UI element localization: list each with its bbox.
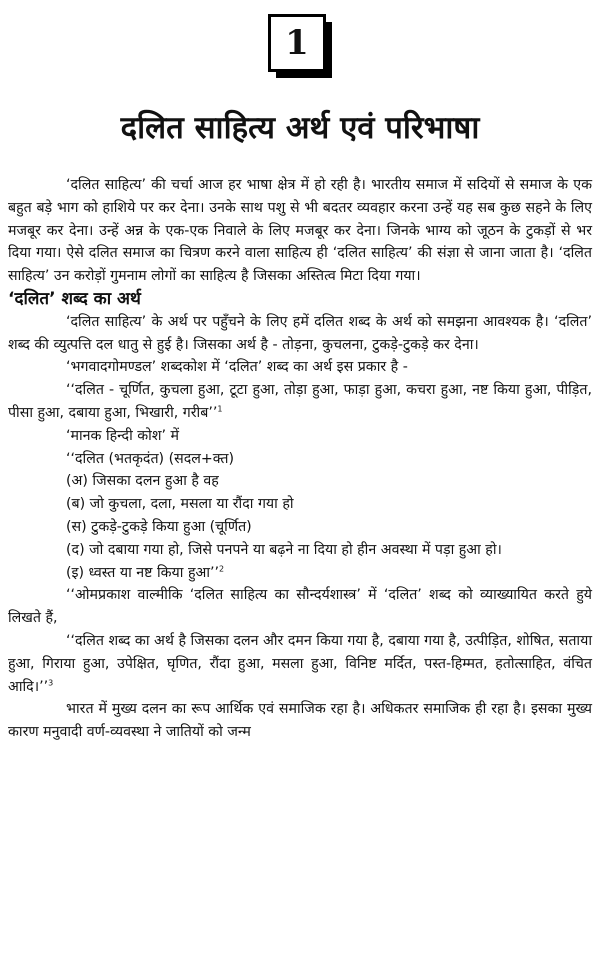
definition-line [8,516,592,539]
body-paragraph [8,356,592,379]
paragraph-text: ‘दलित साहित्य’ की चर्चा आज हर भाषा क्षेत्र में हो रही है। भारतीय समाज में सदियों से समाज के एक बहुत बड़े भाग को हाशिये पर कर देना। उनके साथ पशु से भी बदतर व्यवहार करना उन्हें यह सब कुछ सहने के लिए मजबूर कर देना। उन्हें अन्न के एक-एक निवाले के लिए मजबूर कर देना। जिनके भाग्य को जूठन के टुकड़ों से भर दिया गया। ऐसे दलित समाज का चित्रण करने वाला साहित्य ही ‘दलित साहित्य’ की संज्ञा से जाना जाता है। ‘दलित साहित्य’ उन करोड़ों गुमनाम लोगों का साहित्य है जिसका अस्तित्व मिटा दिया गया। [8,177,592,285]
paragraph-text: (द) जो दबाया गया हो, जिसे पनपने या बढ़ने ना दिया हो हीन अवस्था में पड़ा हुआ हो। [66,541,502,558]
body-paragraph [8,584,592,630]
body-paragraph [8,539,592,562]
paragraph-text: ‘‘दलित - चूर्णित, कुचला हुआ, टूटा हुआ, तोड़ा हुआ, फाड़ा हुआ, कचरा हुआ, नष्ट किया हुआ, पीड़ित, पीसा हुआ, दबाया हुआ, भिखारी, गरीब’’ [8,382,592,421]
definition-line [8,470,592,493]
paragraph-text: ‘‘दलित शब्द का अर्थ है जिसका दलन और दमन किया गया है, दबाया गया है, उत्पीड़ित, शोषित, सताया हुआ, गिराया हुआ, उपेक्षित, घृणित, रौंदा हुआ, मसला हुआ, विनिष्ट मर्दित, पस्त-हिम्मत, हतोत्साहित, वंचित आदि।’’ [8,632,592,695]
chapter-title: दलित साहित्य अर्थ एवं परिभाषा [120,110,480,146]
body-paragraph [8,698,592,744]
paragraph-text: (स) टुकड़े-टुकड़े किया हुआ (चूर्णित) [66,518,252,535]
chapter-number: 1 [268,14,326,72]
body-paragraph [8,174,592,288]
body-paragraph [8,379,592,425]
definition-line [8,493,592,516]
paragraph-text: भारत में मुख्य दलन का रूप आर्थिक एवं समाजिक रहा है। अधिकतर समाजिक ही रहा है। इसका मुख्य कारण मनुवादी वर्ण-व्यवस्था ने जातियों को जन्म [8,701,592,741]
paragraph-text: ‘मानक हिन्दी कोश’ में [66,427,179,444]
section-heading [8,288,592,311]
body-text [8,174,592,744]
footnote-marker: 2 [219,563,225,573]
definition-line [8,448,592,471]
paragraph-text: ‘‘दलित (भतकृदंत) (सदल+क्त) [66,450,234,467]
paragraph-text: (ब) जो कुचला, दला, मसला या रौंदा गया हो [66,496,294,513]
paragraph-text: ‘दलित’ शब्द का अर्थ [8,288,141,309]
chapter-number-box [268,14,334,80]
definition-line [8,562,592,585]
footnote-marker: 3 [48,677,54,687]
paragraph-text: (इ) ध्वस्त या नष्ट किया हुआ’’ [66,564,220,581]
body-paragraph [8,311,592,357]
paragraph-text: ‘दलित साहित्य’ के अर्थ पर पहुँचने के लिए हमें दलित शब्द के अर्थ को समझना आवश्यक है। ‘दलित’ शब्द की व्युत्पत्ति दल धातु से हुई है। जिसका अर्थ है - तोड़ना, कुचलना, टुकड़े-टुकड़े कर देना। [8,313,592,353]
body-paragraph [8,630,592,698]
paragraph-text: ‘‘ओमप्रकाश वाल्मीकि ‘दलित साहित्य का सौन्दर्यशास्त्र’ में ‘दलित’ शब्द को व्याख्यायित करते हुये लिखते हैं, [8,587,592,627]
paragraph-text: ‘भगवादगोमण्डल’ शब्दकोश में ‘दलित’ शब्द का अर्थ इस प्रकार है - [66,359,408,376]
paragraph-text: (अ) जिसका दलन हुआ है वह [66,473,219,490]
footnote-marker: 1 [217,404,223,414]
body-paragraph [8,425,592,448]
